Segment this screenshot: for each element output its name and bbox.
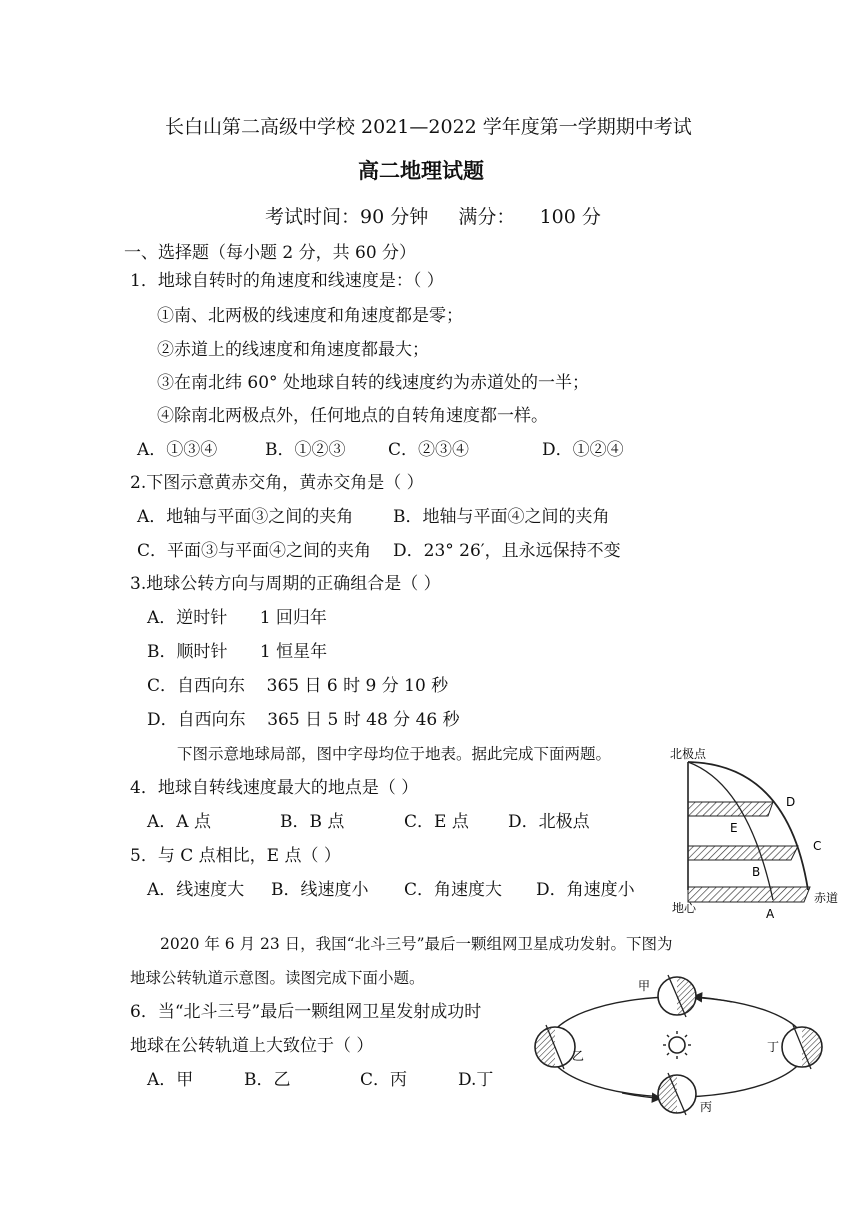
q1-option-d: D．①②④ [542,440,624,460]
q5-option-d: D．角速度小 [536,880,635,900]
earth-bing-icon [658,1073,696,1115]
q3-option-d: D．自西向东 365 日 5 时 48 分 46 秒 [147,710,460,730]
q1-stem: 1．地球自转时的角速度和线速度是：（ ） [130,271,444,291]
sun-icon [663,1031,691,1059]
orbit-arrow-top [697,997,732,1002]
q5-option-c: C．角速度大 [404,880,503,900]
q1-item-4: ④除南北两极点外，任何地点的自转角速度都一样。 [157,406,548,426]
school-title: 长白山第二高级中学校 2021—2022 学年度第一学期期中考试 [165,116,692,138]
subject-title: 高二地理试题 [358,159,484,183]
group45-intro: 下图示意地球局部，图中字母均位于地表。据此完成下面两题。 [177,745,612,763]
latitude-plane-d [688,802,773,816]
q1-item-2: ②赤道上的线速度和角速度都最大； [157,340,429,360]
earth-ding-icon [782,1025,822,1069]
latitude-plane-c [688,846,798,860]
q6-option-d: D.丁 [458,1070,494,1090]
q1-item-1: ①南、北两极的线速度和角速度都是零； [157,306,463,326]
point-b-label: B [752,865,761,879]
q1-item-3: ③在南北纬 60° 处地球自转的线速度约为赤道处的一半； [157,373,589,393]
q2-option-c: C．平面③与平面④之间的夹角 [137,541,372,561]
earth-orbit-figure [522,972,832,1122]
point-c-label: C [813,839,822,853]
q6-stem-line2: 地球在公转轨道上大致位于（ ） [130,1036,374,1056]
q5-option-a: A．线速度大 [147,880,245,900]
q4-option-a: A．A 点 [147,812,211,832]
q3-stem: 3.地球公转方向与周期的正确组合是（ ） [130,574,441,594]
equator-label: 赤道 [814,891,839,905]
q1-option-a: A．①③④ [137,440,218,460]
earth-outline-arc [688,762,808,890]
q6-option-a: A．甲 [147,1070,194,1090]
orbit-label-jia: 甲 [638,979,651,993]
group6-intro-line2: 地球公转轨道示意图。读图完成下面小题。 [130,969,425,987]
q2-option-b: B．地轴与平面④之间的夹角 [393,507,610,527]
north-pole-label: 北极点 [670,747,707,761]
equator-plane [688,887,810,902]
orbit-label-bing: 丙 [700,1100,713,1114]
q2-option-d: D．23° 26′，且永远保持不变 [393,541,621,561]
q6-option-b: B．乙 [244,1070,291,1090]
earth-center-label: 地心 [672,901,697,915]
q3-option-b: B．顺时针 1 恒星年 [147,642,328,662]
group6-intro-line1: 2020 年 6 月 23 日，我国“北斗三号”最后一颗组网卫星成功发射。下图为 [160,935,673,953]
q3-option-a: A．逆时针 1 回归年 [147,608,327,628]
earth-jia-icon [658,975,696,1017]
point-e-label: E [730,821,738,835]
q4-option-c: C．E 点 [404,812,469,832]
q4-option-b: B．B 点 [280,812,345,832]
q6-stem-line1: 6．当“北斗三号”最后一颗组网卫星发射成功时 [130,1002,482,1022]
q5-stem: 5．与 C 点相比，E 点（ ） [130,846,341,866]
q2-stem: 2.下图示意黄赤交角，黄赤交角是（ ） [130,473,424,493]
point-a-label: A [766,907,775,921]
q1-option-b: B．①②③ [265,440,346,460]
orbit-label-yi: 乙 [572,1049,585,1063]
q1-option-c: C．②③④ [388,440,470,460]
earth-section-figure [668,744,848,924]
q6-option-c: C．丙 [360,1070,408,1090]
exam-info: 考试时间：90 分钟 满分： 100 分 [265,206,601,228]
q2-option-a: A．地轴与平面③之间的夹角 [137,507,354,527]
earth-yi-icon [535,1025,575,1069]
orbit-label-ding: 丁 [767,1040,780,1054]
q3-option-c: C．自西向东 365 日 6 时 9 分 10 秒 [147,676,449,696]
section-heading: 一、选择题（每小题 2 分，共 60 分） [124,243,417,263]
point-d-label: D [786,795,796,809]
q4-stem: 4．地球自转线速度最大的地点是（ ） [130,778,419,798]
q4-option-d: D．北极点 [508,812,590,832]
q5-option-b: B．线速度小 [271,880,369,900]
